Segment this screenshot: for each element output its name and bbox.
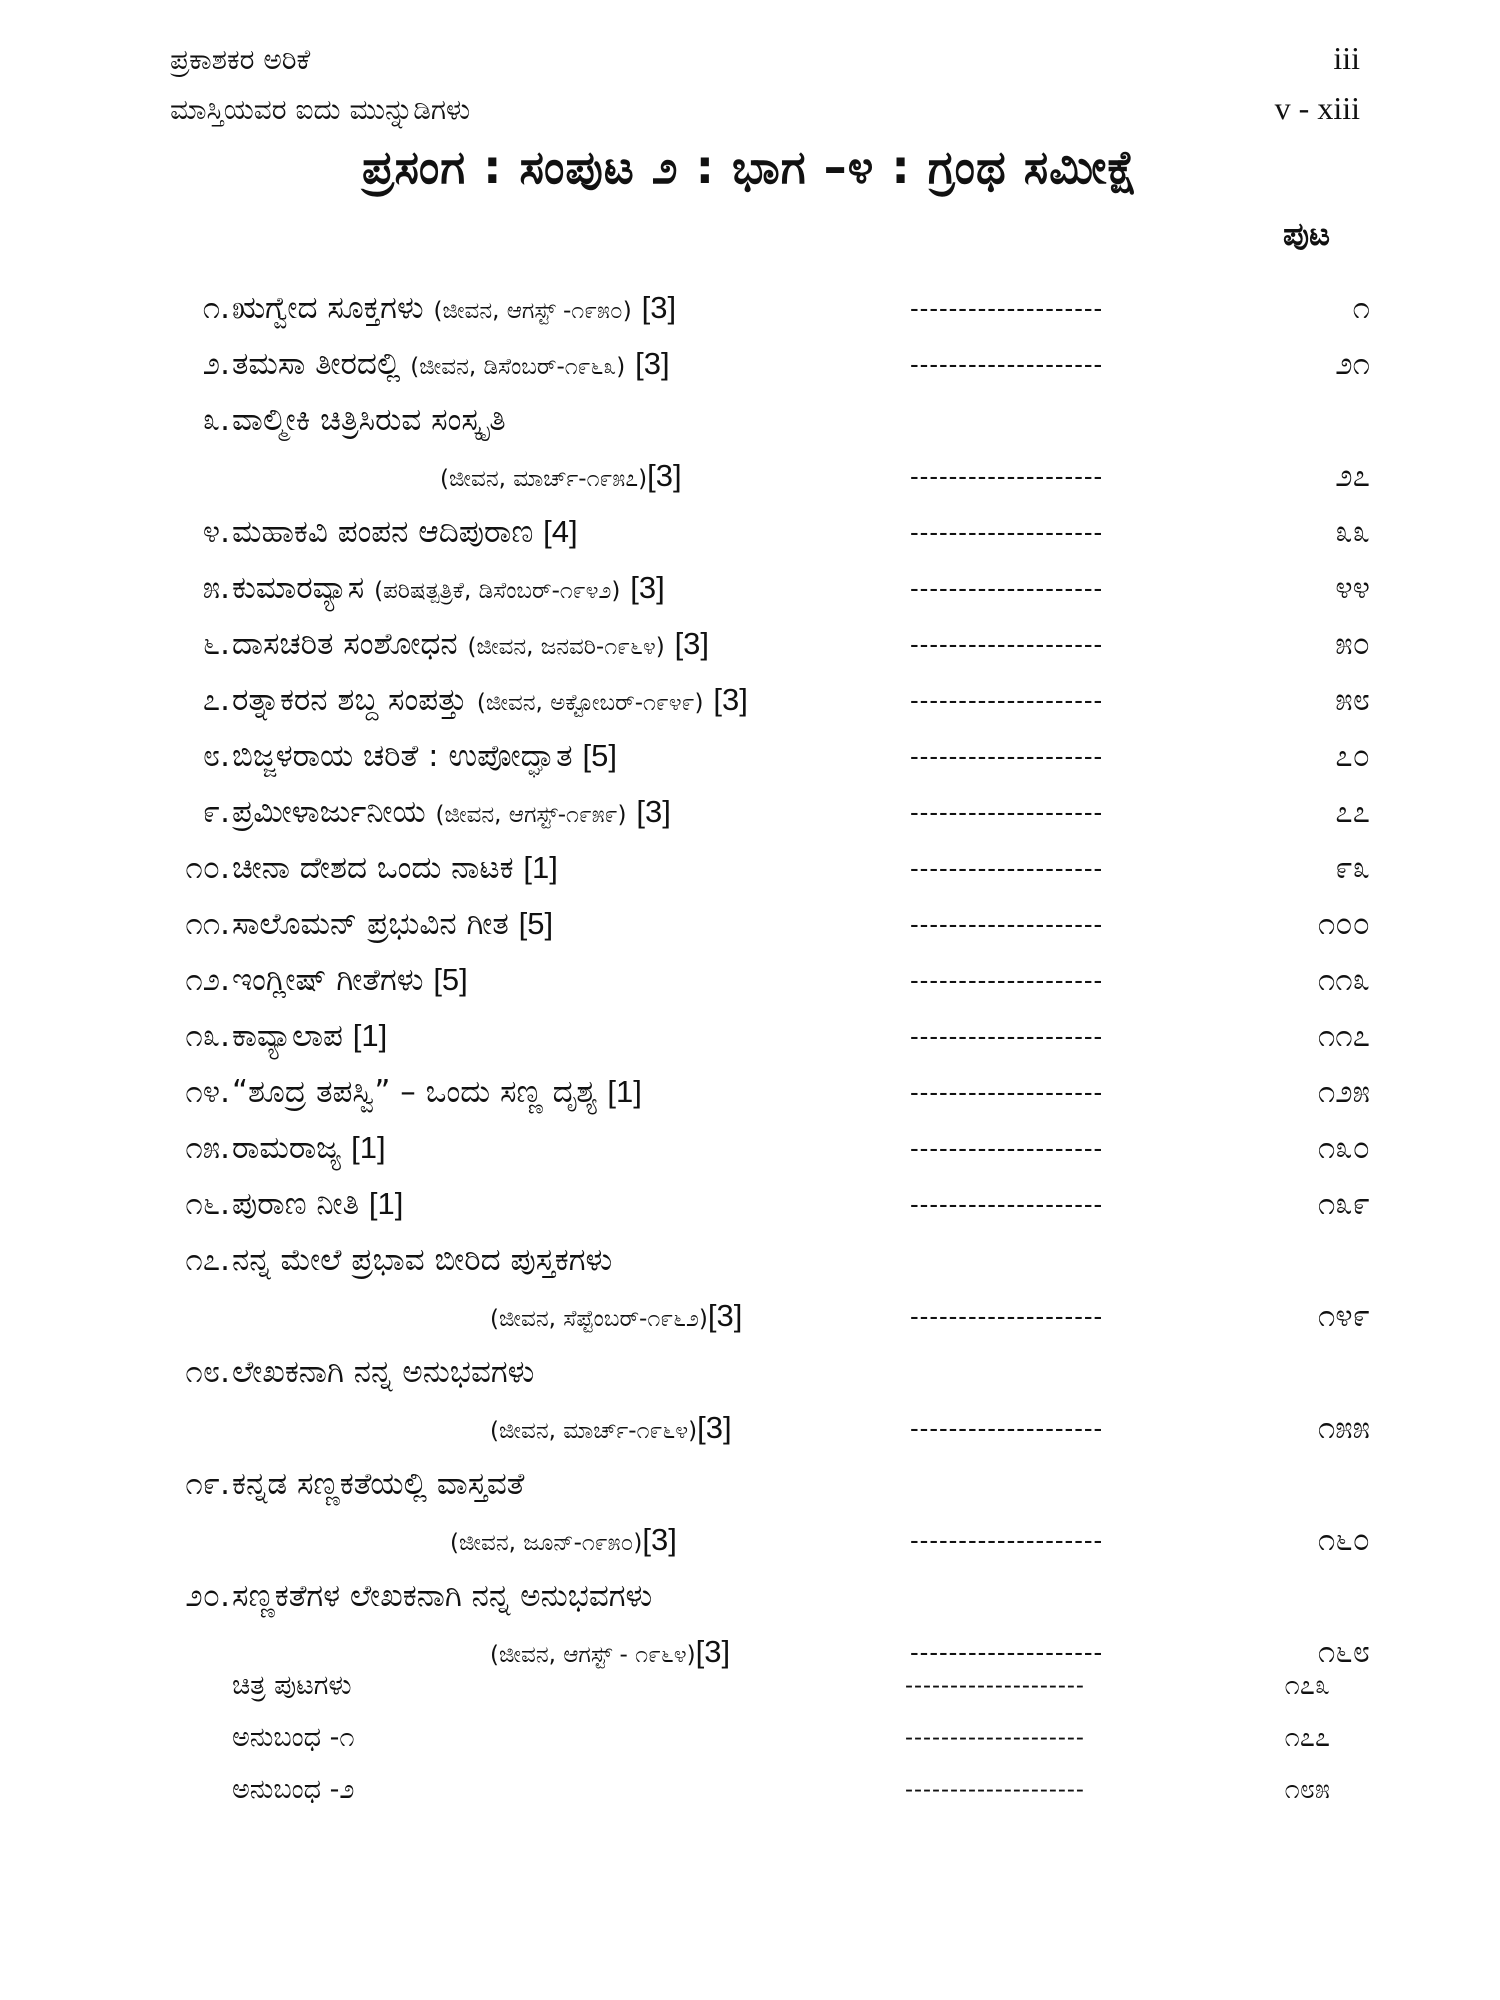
entry-title: ಸಾಲೊಮನ್ ಪ್ರಭುವಿನ ಗೀತ	[232, 906, 509, 942]
toc-entry	[0, 784, 1500, 840]
dot-leader: --------------------	[910, 741, 1104, 771]
appendix-entry	[0, 1764, 1500, 1816]
toc-entry	[0, 560, 1500, 616]
entry-number: ೧೬.	[185, 1186, 230, 1222]
entry-tag: [5]	[433, 962, 468, 997]
entry-text	[232, 616, 709, 675]
appendix-page: ೧೭೩	[1284, 1670, 1330, 1701]
dot-leader: --------------------	[910, 461, 1104, 491]
entry-page: ೧೨೫	[1317, 1074, 1370, 1110]
toc-entry	[0, 392, 1500, 448]
entry-page: ೧೩೯	[1317, 1186, 1370, 1222]
entry-page: ೧೬೮	[1317, 1634, 1370, 1670]
toc-entry	[0, 1568, 1500, 1624]
entry-tag: [3]	[695, 1634, 731, 1669]
entry-tag: [1]	[368, 1186, 404, 1221]
entry-page: ೭೭	[1335, 794, 1370, 830]
entry-title: ವಾಲ್ಮೀಕಿ ಚಿತ್ರಿಸಿರುವ ಸಂಸ್ಕೃತಿ	[232, 402, 506, 438]
entry-text	[232, 504, 578, 560]
entry-tag: [5]	[582, 738, 617, 773]
dot-leader: --------------------	[910, 1189, 1104, 1219]
dot-leader: --------------------	[910, 349, 1104, 379]
entry-citation: (ಜೀವನ, ಆಗಸ್ಟ್ -೧೯೫೦)	[433, 298, 632, 324]
appendix-label: ಚಿತ್ರ ಪುಟಗಳು	[232, 1670, 352, 1701]
dot-leader: --------------------	[910, 293, 1104, 323]
entry-number: ೧೯.	[185, 1466, 230, 1502]
front-matter-pages: iii	[1333, 40, 1360, 76]
entry-number: ೧೫.	[185, 1130, 230, 1166]
entry-text	[232, 1120, 386, 1176]
entry-title: ರತ್ನಾಕರನ ಶಬ್ದ ಸಂಪತ್ತು	[232, 682, 468, 718]
toc-list	[0, 280, 1500, 1680]
entry-text	[232, 1344, 534, 1400]
entry-number: ೬.	[202, 626, 230, 662]
toc-entry-continuation	[0, 1400, 1500, 1456]
entry-tag: [3]	[697, 1410, 732, 1445]
entry-text	[232, 840, 558, 896]
dot-leader: --------------------	[905, 1724, 1085, 1751]
entry-page: ೫೦	[1335, 626, 1370, 662]
entry-page: ೧೦೦	[1317, 906, 1370, 942]
front-matter-label: ಪ್ರಕಾಶಕರ ಅರಿಕೆ	[170, 43, 311, 76]
toc-entry-continuation	[0, 1288, 1500, 1344]
entry-citation: (ಜೀವನ, ಜೂನ್-೧೯೫೦)	[450, 1530, 643, 1556]
toc-entry	[0, 504, 1500, 560]
entry-title: ಸಣ್ಣಕತೆಗಳ ಲೇಖಕನಾಗಿ ನನ್ನ ಅನುಭವಗಳು	[232, 1578, 653, 1614]
entry-tag: [1]	[352, 1018, 388, 1053]
entry-tag: [3]	[641, 290, 677, 325]
entry-page: ೧೪೯	[1317, 1298, 1370, 1334]
entry-text	[232, 672, 748, 731]
entry-title: ಇಂಗ್ಲೀಷ್ ಗೀತೆಗಳು	[232, 962, 424, 998]
entry-number: ೪.	[202, 514, 230, 550]
appendix-list	[0, 1660, 1500, 1816]
appendix-label: ಅನುಬಂಧ -೨	[232, 1774, 355, 1805]
dot-leader: --------------------	[910, 909, 1104, 939]
toc-entry-continuation	[0, 448, 1500, 504]
entry-number: ೨೦.	[185, 1578, 230, 1614]
entry-number: ೭.	[202, 682, 230, 718]
entry-citation: (ಜೀವನ, ಮಾರ್ಚ್-೧೯೫೭)	[440, 466, 648, 492]
entry-tag: [3]	[674, 626, 710, 661]
entry-citation: (ಜೀವನ, ಸೆಪ್ಟೆಂಬರ್-೧೯೬೨)	[490, 1306, 708, 1332]
dot-leader: --------------------	[910, 1021, 1104, 1051]
entry-text	[232, 728, 617, 784]
front-matter-row	[170, 90, 1360, 127]
entry-citation: (ಜೀವನ, ಜನವರಿ-೧೯೬೪)	[467, 634, 665, 660]
entry-citation: (ಜೀವನ, ಆಗಸ್ಟ್-೧೯೫೯)	[435, 802, 627, 828]
appendix-page: ೧೭೭	[1284, 1722, 1330, 1753]
entry-tag: [1]	[351, 1130, 386, 1165]
toc-entry	[0, 1344, 1500, 1400]
dot-leader: --------------------	[910, 517, 1104, 547]
entry-tag: [5]	[518, 906, 554, 941]
dot-leader: --------------------	[910, 853, 1104, 883]
dot-leader: --------------------	[910, 1637, 1104, 1667]
toc-entry	[0, 952, 1500, 1008]
entry-title: ರಾಮರಾಜ್ಯ	[232, 1130, 342, 1166]
entry-title: ನನ್ನ ಮೇಲೆ ಪ್ರಭಾವ ಬೀರಿದ ಪುಸ್ತಕಗಳು	[232, 1242, 613, 1278]
entry-number: ೯.	[202, 794, 230, 830]
entry-title: ಬಿಜ್ಜಳರಾಯ ಚರಿತೆ : ಉಪೋದ್ಘಾತ	[232, 738, 573, 774]
toc-entry	[0, 896, 1500, 952]
entry-number: ೩.	[202, 402, 230, 438]
appendix-entry	[0, 1712, 1500, 1764]
dot-leader: --------------------	[905, 1776, 1085, 1803]
entry-title: ದಾಸಚರಿತ ಸಂಶೋಧನ	[232, 626, 458, 662]
toc-entry	[0, 1120, 1500, 1176]
entry-text	[232, 1064, 642, 1120]
entry-page: ೪೪	[1335, 570, 1370, 606]
entry-source	[440, 448, 682, 507]
entry-page: ೧೧೭	[1317, 1018, 1370, 1054]
toc-entry	[0, 616, 1500, 672]
entry-number: ೫.	[202, 570, 230, 606]
appendix-label: ಅನುಬಂಧ -೧	[232, 1722, 355, 1753]
entry-text	[232, 952, 468, 1008]
entry-tag: [3]	[647, 458, 682, 493]
entry-source	[450, 1512, 677, 1571]
entry-number: ೧೭.	[185, 1242, 230, 1278]
entry-tag: [1]	[607, 1074, 642, 1109]
entry-number: ೧೩.	[185, 1018, 230, 1054]
entry-text	[232, 392, 506, 448]
entry-citation: (ಜೀವನ, ಡಿಸೆಂಬರ್-೧೯೬೩)	[410, 354, 626, 380]
entry-number: ೧೧.	[185, 906, 230, 942]
entry-title: ಕುಮಾರವ್ಯಾಸ	[232, 570, 365, 606]
toc-entry-continuation	[0, 1512, 1500, 1568]
entry-citation: (ಪರಿಷತ್ಪತ್ರಿಕೆ, ಡಿಸೆಂಬರ್-೧೯೪೨)	[374, 578, 621, 604]
entry-citation: (ಜೀವನ, ಅಕ್ಟೋಬರ್-೧೯೪೯)	[476, 690, 704, 716]
entry-text	[232, 1176, 403, 1232]
entry-text	[232, 560, 665, 619]
entry-source	[490, 1288, 742, 1347]
entry-text	[232, 784, 671, 843]
entry-page: ೧೬೦	[1317, 1522, 1370, 1558]
toc-entry	[0, 280, 1500, 336]
entry-page: ೩೩	[1335, 514, 1370, 550]
entry-title: “ಶೂದ್ರ ತಪಸ್ವಿ” – ಒಂದು ಸಣ್ಣ ದೃಶ್ಯ	[232, 1074, 598, 1110]
entry-page: ೫೮	[1335, 682, 1370, 718]
dot-leader: --------------------	[910, 965, 1104, 995]
entry-number: ೧.	[202, 290, 230, 326]
dot-leader: --------------------	[910, 1133, 1104, 1163]
entry-page: ೧೫೫	[1317, 1410, 1370, 1446]
entry-title: ಕನ್ನಡ ಸಣ್ಣಕತೆಯಲ್ಲಿ ವಾಸ್ತವತೆ	[232, 1466, 525, 1502]
entry-page: ೨೭	[1335, 458, 1370, 494]
toc-entry	[0, 1064, 1500, 1120]
front-matter-label: ಮಾಸ್ತಿಯವರ ಐದು ಮುನ್ನುಡಿಗಳು	[170, 93, 471, 126]
entry-number: ೧೮.	[185, 1354, 230, 1390]
entry-citation: (ಜೀವನ, ಆಗಸ್ಟ್ - ೧೯೬೪)	[490, 1642, 696, 1668]
entry-number: ೧೨.	[185, 962, 230, 998]
toc-entry	[0, 1176, 1500, 1232]
entry-text	[232, 336, 670, 395]
appendix-page: ೧೮೫	[1284, 1774, 1330, 1805]
entry-title: ಋಗ್ವೇದ ಸೂಕ್ತಗಳು	[232, 290, 424, 326]
entry-number: ೨.	[202, 346, 230, 382]
toc-entry	[0, 336, 1500, 392]
entry-title: ಚೀನಾ ದೇಶದ ಒಂದು ನಾಟಕ	[232, 850, 514, 886]
entry-page: ೧೧೩	[1317, 962, 1370, 998]
toc-entry	[0, 1232, 1500, 1288]
dot-leader: --------------------	[910, 1077, 1104, 1107]
dot-leader: --------------------	[910, 1301, 1104, 1331]
front-matter-pages: v - xiii	[1274, 90, 1360, 126]
entry-tag: [3]	[630, 570, 665, 605]
page-column-heading: ಪುಟ	[1283, 215, 1330, 253]
entry-page: ೭೦	[1335, 738, 1370, 774]
entry-title: ಮಹಾಕವಿ ಪಂಪನ ಆದಿಪುರಾಣ	[232, 514, 534, 550]
entry-tag: [4]	[543, 514, 578, 549]
toc-entry	[0, 840, 1500, 896]
entry-text	[232, 1568, 652, 1624]
entry-title: ಪುರಾಣ ನೀತಿ	[232, 1186, 360, 1222]
toc-entry	[0, 728, 1500, 784]
entry-number: ೧೪.	[185, 1074, 230, 1110]
entry-title: ಕಾವ್ಯಾಲಾಪ	[232, 1018, 343, 1054]
entry-tag: [3]	[707, 1298, 743, 1333]
front-matter-row	[170, 40, 1360, 77]
entry-tag: [3]	[636, 794, 671, 829]
entry-title: ತಮಸಾ ತೀರದಲ್ಲಿ	[232, 346, 401, 382]
entry-text	[232, 1456, 524, 1512]
appendix-entry	[0, 1660, 1500, 1712]
entry-tag: [1]	[523, 850, 558, 885]
entry-tag: [3]	[642, 1522, 677, 1557]
entry-page: ೧೩೦	[1317, 1130, 1370, 1166]
entry-page: ೨೧	[1335, 346, 1370, 382]
toc-entry	[0, 672, 1500, 728]
entry-text	[232, 1008, 387, 1064]
dot-leader: --------------------	[910, 1413, 1104, 1443]
toc-entry	[0, 1456, 1500, 1512]
dot-leader: --------------------	[910, 629, 1104, 659]
dot-leader: --------------------	[910, 1525, 1104, 1555]
toc-entry	[0, 1008, 1500, 1064]
entry-text	[232, 1232, 612, 1288]
entry-page: ೯೩	[1335, 850, 1370, 886]
entry-text	[232, 280, 676, 339]
page-title: ಪ್ರಸಂಗ : ಸಂಪುಟ ೨ : ಭಾಗ –೪ : ಗ್ರಂಥ ಸಮೀಕ್ಷೆ	[361, 140, 1139, 194]
entry-citation: (ಜೀವನ, ಮಾರ್ಚ್-೧೯೬೪)	[490, 1418, 698, 1444]
entry-title: ಪ್ರಮೀಳಾರ್ಜುನೀಯ	[232, 794, 426, 830]
entry-title: ಲೇಖಕನಾಗಿ ನನ್ನ ಅನುಭವಗಳು	[232, 1354, 535, 1390]
entry-text	[232, 896, 553, 952]
dot-leader: --------------------	[905, 1672, 1085, 1699]
entry-page: ೧	[1352, 290, 1370, 326]
dot-leader: --------------------	[910, 797, 1104, 827]
dot-leader: --------------------	[910, 573, 1104, 603]
entry-number: ೧೦.	[185, 850, 230, 886]
entry-tag: [3]	[713, 682, 748, 717]
entry-source	[490, 1400, 732, 1459]
entry-number: ೮.	[202, 738, 230, 774]
dot-leader: --------------------	[910, 685, 1104, 715]
entry-tag: [3]	[635, 346, 670, 381]
